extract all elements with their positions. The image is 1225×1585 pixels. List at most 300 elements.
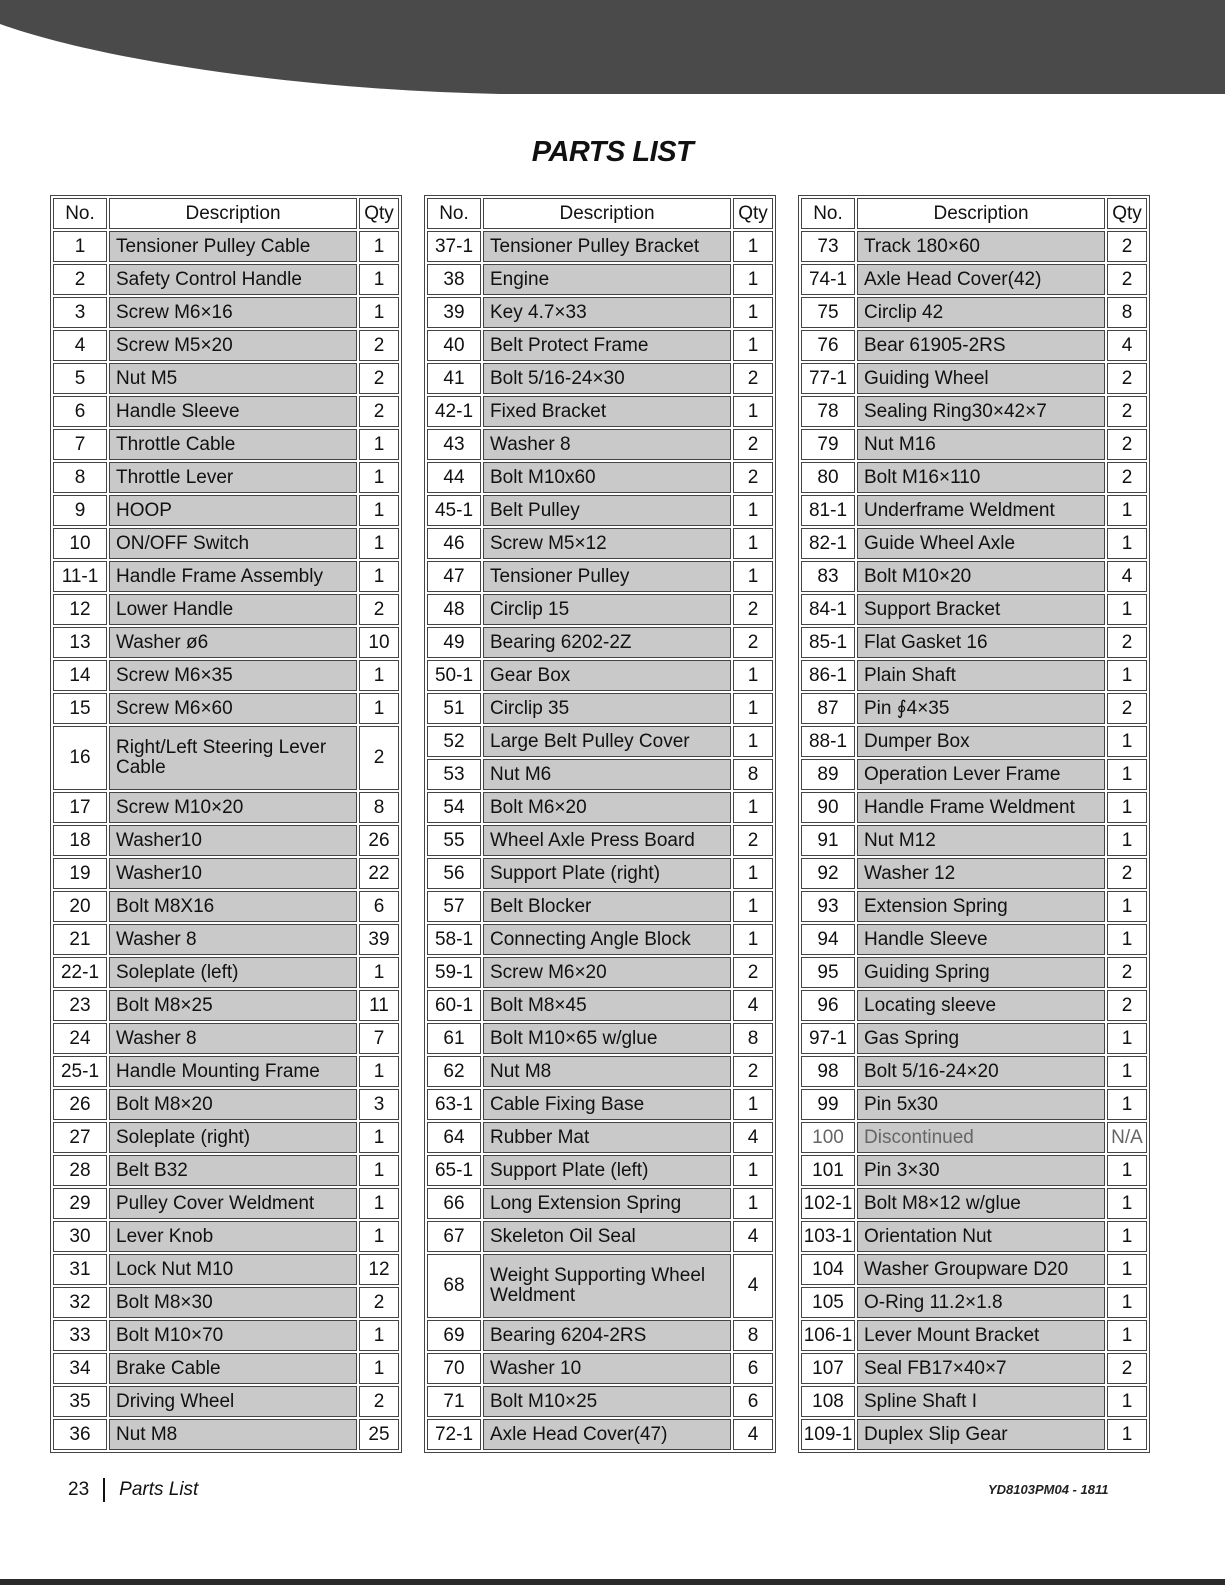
part-description: Nut M8	[109, 1419, 357, 1450]
part-qty: 2	[1107, 429, 1147, 460]
part-number: 101	[801, 1155, 855, 1186]
part-qty: 1	[1107, 1386, 1147, 1417]
part-qty: 1	[733, 561, 773, 592]
part-description: Screw M6×16	[109, 297, 357, 328]
part-number: 55	[427, 825, 481, 856]
part-number: 41	[427, 363, 481, 394]
table-row	[801, 627, 1147, 658]
table-row	[53, 1320, 399, 1351]
part-description: Belt B32	[109, 1155, 357, 1186]
part-qty: 2	[733, 429, 773, 460]
table-row	[427, 561, 773, 592]
part-description: Skeleton Oil Seal	[483, 1221, 731, 1252]
part-description: Cable Fixing Base	[483, 1089, 731, 1120]
part-description: Bolt M16×110	[857, 462, 1105, 493]
part-qty: 8	[733, 1320, 773, 1351]
header-qty: Qty	[359, 198, 399, 229]
part-qty: 4	[1107, 330, 1147, 361]
part-qty: 1	[1107, 726, 1147, 757]
part-qty: 2	[359, 726, 399, 790]
part-number: 44	[427, 462, 481, 493]
part-number: 85-1	[801, 627, 855, 658]
part-qty: 3	[359, 1089, 399, 1120]
table-row	[427, 330, 773, 361]
part-description: Tensioner Pulley Cable	[109, 231, 357, 262]
table-row	[53, 1386, 399, 1417]
part-number: 77-1	[801, 363, 855, 394]
part-number: 7	[53, 429, 107, 460]
part-description: Screw M10×20	[109, 792, 357, 823]
part-qty: 1	[359, 1320, 399, 1351]
table-row	[427, 693, 773, 724]
part-qty: 1	[733, 528, 773, 559]
part-number: 66	[427, 1188, 481, 1219]
part-number: 87	[801, 693, 855, 724]
table-row	[801, 429, 1147, 460]
table-row	[801, 297, 1147, 328]
part-description: Support Bracket	[857, 594, 1105, 625]
part-number: 86-1	[801, 660, 855, 691]
part-description: Washer10	[109, 858, 357, 889]
table-row	[801, 792, 1147, 823]
part-description: Track 180×60	[857, 231, 1105, 262]
table-row	[427, 231, 773, 262]
part-qty: 2	[1107, 627, 1147, 658]
part-number: 2	[53, 264, 107, 295]
table-row	[53, 858, 399, 889]
part-description: Safety Control Handle	[109, 264, 357, 295]
table-row	[801, 726, 1147, 757]
part-number: 74-1	[801, 264, 855, 295]
part-description: Extension Spring	[857, 891, 1105, 922]
table-row	[427, 891, 773, 922]
part-description: Discontinued	[857, 1122, 1105, 1153]
table-row	[427, 1056, 773, 1087]
table-row	[53, 1221, 399, 1252]
part-number: 30	[53, 1221, 107, 1252]
part-number: 92	[801, 858, 855, 889]
part-qty: 1	[733, 1155, 773, 1186]
table-row	[53, 1056, 399, 1087]
part-qty: 8	[733, 1023, 773, 1054]
part-description: Lower Handle	[109, 594, 357, 625]
part-description: Lock Nut M10	[109, 1254, 357, 1285]
part-qty: 26	[359, 825, 399, 856]
part-number: 54	[427, 792, 481, 823]
part-description: Sealing Ring30×42×7	[857, 396, 1105, 427]
part-description: Driving Wheel	[109, 1386, 357, 1417]
table-row	[427, 462, 773, 493]
part-description: Pulley Cover Weldment	[109, 1188, 357, 1219]
table-row	[53, 594, 399, 625]
part-qty: 1	[359, 1122, 399, 1153]
part-qty: 4	[733, 1419, 773, 1450]
part-number: 73	[801, 231, 855, 262]
part-description: Handle Sleeve	[109, 396, 357, 427]
table-row	[801, 1188, 1147, 1219]
part-number: 96	[801, 990, 855, 1021]
part-qty: 2	[1107, 264, 1147, 295]
table-row	[427, 264, 773, 295]
part-description: Brake Cable	[109, 1353, 357, 1384]
page-number: 23	[68, 1479, 90, 1500]
part-qty: 6	[359, 891, 399, 922]
part-description: Bearing 6204-2RS	[483, 1320, 731, 1351]
part-number: 15	[53, 693, 107, 724]
part-description: Pin ∮4×35	[857, 693, 1105, 724]
part-number: 48	[427, 594, 481, 625]
part-qty: 1	[359, 660, 399, 691]
table-row	[53, 891, 399, 922]
table-row	[427, 1023, 773, 1054]
part-description: Washer 8	[109, 1023, 357, 1054]
part-qty: 2	[1107, 1353, 1147, 1384]
table-row	[801, 1287, 1147, 1318]
table-row	[801, 957, 1147, 988]
table-row	[53, 1254, 399, 1285]
part-description: Bolt M8×20	[109, 1089, 357, 1120]
table-row	[801, 363, 1147, 394]
part-qty: 6	[733, 1386, 773, 1417]
part-qty: 1	[1107, 594, 1147, 625]
part-number: 1	[53, 231, 107, 262]
table-row	[427, 990, 773, 1021]
part-description: Seal FB17×40×7	[857, 1353, 1105, 1384]
part-qty: 1	[359, 297, 399, 328]
part-description: Spline Shaft I	[857, 1386, 1105, 1417]
part-qty: 10	[359, 627, 399, 658]
part-qty: 2	[1107, 396, 1147, 427]
part-number: 5	[53, 363, 107, 394]
part-number: 59-1	[427, 957, 481, 988]
part-description: Circlip 15	[483, 594, 731, 625]
part-qty: 1	[733, 660, 773, 691]
parts-table-1	[50, 195, 402, 1453]
part-number: 107	[801, 1353, 855, 1384]
part-number: 89	[801, 759, 855, 790]
part-description: Washer ø6	[109, 627, 357, 658]
part-number: 11-1	[53, 561, 107, 592]
part-number: 46	[427, 528, 481, 559]
table-row	[53, 330, 399, 361]
part-qty: 12	[359, 1254, 399, 1285]
part-number: 65-1	[427, 1155, 481, 1186]
part-description: Dumper Box	[857, 726, 1105, 757]
part-description: Bolt M6×20	[483, 792, 731, 823]
part-number: 68	[427, 1254, 481, 1318]
header-description: Description	[109, 198, 357, 229]
header-description: Description	[857, 198, 1105, 229]
part-number: 76	[801, 330, 855, 361]
part-qty: 2	[733, 462, 773, 493]
part-number: 93	[801, 891, 855, 922]
header-no: No.	[427, 198, 481, 229]
part-qty: 1	[359, 693, 399, 724]
table-row	[801, 594, 1147, 625]
part-qty: 4	[733, 1122, 773, 1153]
part-qty: 1	[1107, 1188, 1147, 1219]
table-row	[801, 1320, 1147, 1351]
part-qty: 2	[733, 627, 773, 658]
part-number: 57	[427, 891, 481, 922]
part-qty: 1	[733, 297, 773, 328]
table-row	[427, 1155, 773, 1186]
part-description: Screw M6×20	[483, 957, 731, 988]
table-row	[53, 660, 399, 691]
part-description: Weight Supporting Wheel Weldment	[483, 1254, 731, 1318]
table-row	[801, 1254, 1147, 1285]
part-description: Gas Spring	[857, 1023, 1105, 1054]
part-description: Guide Wheel Axle	[857, 528, 1105, 559]
table-row	[427, 627, 773, 658]
part-qty: 1	[733, 330, 773, 361]
part-description: Bolt M8×30	[109, 1287, 357, 1318]
part-qty: 1	[1107, 924, 1147, 955]
part-description: Circlip 35	[483, 693, 731, 724]
part-description: Pin 5x30	[857, 1089, 1105, 1120]
part-number: 60-1	[427, 990, 481, 1021]
table-row	[53, 462, 399, 493]
table-row	[427, 495, 773, 526]
part-number: 43	[427, 429, 481, 460]
part-qty: 1	[733, 891, 773, 922]
part-number: 94	[801, 924, 855, 955]
table-row	[53, 924, 399, 955]
part-number: 39	[427, 297, 481, 328]
table-row	[801, 759, 1147, 790]
table-row	[801, 1386, 1147, 1417]
part-description: Bearing 6202-2Z	[483, 627, 731, 658]
part-description: Bear 61905-2RS	[857, 330, 1105, 361]
part-qty: 1	[733, 264, 773, 295]
part-description: Soleplate (left)	[109, 957, 357, 988]
part-number: 84-1	[801, 594, 855, 625]
table-row	[427, 825, 773, 856]
part-number: 53	[427, 759, 481, 790]
part-description: Guiding Spring	[857, 957, 1105, 988]
part-number: 102-1	[801, 1188, 855, 1219]
part-description: Circlip 42	[857, 297, 1105, 328]
part-qty: 1	[1107, 1221, 1147, 1252]
part-number: 23	[53, 990, 107, 1021]
part-description: Operation Lever Frame	[857, 759, 1105, 790]
part-qty: 4	[733, 1254, 773, 1318]
table-row	[801, 1419, 1147, 1450]
table-row	[801, 528, 1147, 559]
part-description: Gear Box	[483, 660, 731, 691]
part-qty: 1	[733, 792, 773, 823]
part-description: Bolt M8×12 w/glue	[857, 1188, 1105, 1219]
part-description: Flat Gasket 16	[857, 627, 1105, 658]
part-qty: 1	[733, 693, 773, 724]
table-row	[801, 330, 1147, 361]
part-description: Belt Blocker	[483, 891, 731, 922]
part-description: Washer 8	[109, 924, 357, 955]
table-row	[53, 1188, 399, 1219]
part-number: 17	[53, 792, 107, 823]
part-description: Bolt M8X16	[109, 891, 357, 922]
part-number: 79	[801, 429, 855, 460]
part-number: 109-1	[801, 1419, 855, 1450]
table-row	[801, 693, 1147, 724]
part-description: Connecting Angle Block	[483, 924, 731, 955]
part-number: 90	[801, 792, 855, 823]
table-row	[801, 396, 1147, 427]
part-description: Axle Head Cover(42)	[857, 264, 1105, 295]
part-number: 35	[53, 1386, 107, 1417]
part-description: Support Plate (left)	[483, 1155, 731, 1186]
part-number: 27	[53, 1122, 107, 1153]
part-qty: 2	[1107, 957, 1147, 988]
part-number: 91	[801, 825, 855, 856]
part-qty: N/A	[1107, 1122, 1147, 1153]
part-description: Bolt M8×45	[483, 990, 731, 1021]
part-description: Bolt M10x60	[483, 462, 731, 493]
table-row	[801, 990, 1147, 1021]
part-description: Rubber Mat	[483, 1122, 731, 1153]
part-description: Belt Pulley	[483, 495, 731, 526]
table-row	[801, 825, 1147, 856]
part-description: Lever Mount Bracket	[857, 1320, 1105, 1351]
part-description: Belt Protect Frame	[483, 330, 731, 361]
part-qty: 8	[733, 759, 773, 790]
part-qty: 1	[733, 924, 773, 955]
table-row	[427, 429, 773, 460]
part-qty: 4	[733, 1221, 773, 1252]
part-description: Soleplate (right)	[109, 1122, 357, 1153]
part-qty: 1	[1107, 1089, 1147, 1120]
part-description: HOOP	[109, 495, 357, 526]
table-row	[427, 1188, 773, 1219]
table-row	[53, 231, 399, 262]
table-row	[427, 1419, 773, 1450]
part-qty: 2	[359, 1287, 399, 1318]
part-description: Wheel Axle Press Board	[483, 825, 731, 856]
table-row	[53, 1023, 399, 1054]
part-number: 67	[427, 1221, 481, 1252]
part-number: 22-1	[53, 957, 107, 988]
part-description: Locating sleeve	[857, 990, 1105, 1021]
table-row	[53, 264, 399, 295]
part-qty: 39	[359, 924, 399, 955]
part-qty: 2	[359, 396, 399, 427]
part-qty: 1	[733, 231, 773, 262]
part-qty: 2	[733, 957, 773, 988]
part-number: 31	[53, 1254, 107, 1285]
table-row	[801, 1155, 1147, 1186]
table-row	[53, 1155, 399, 1186]
table-row	[427, 1254, 773, 1318]
bottom-rule	[0, 1579, 1225, 1585]
part-number: 37-1	[427, 231, 481, 262]
table-row	[53, 1419, 399, 1450]
part-qty: 4	[733, 990, 773, 1021]
part-qty: 2	[733, 1056, 773, 1087]
part-qty: 1	[359, 1188, 399, 1219]
part-number: 56	[427, 858, 481, 889]
part-number: 38	[427, 264, 481, 295]
part-number: 21	[53, 924, 107, 955]
part-number: 82-1	[801, 528, 855, 559]
part-qty: 2	[733, 594, 773, 625]
page-footer	[68, 1478, 198, 1502]
part-number: 25-1	[53, 1056, 107, 1087]
part-number: 4	[53, 330, 107, 361]
part-number: 20	[53, 891, 107, 922]
part-number: 83	[801, 561, 855, 592]
part-qty: 1	[733, 726, 773, 757]
table-row	[53, 1287, 399, 1318]
part-description: Long Extension Spring	[483, 1188, 731, 1219]
part-description: Throttle Lever	[109, 462, 357, 493]
table-row	[801, 858, 1147, 889]
part-number: 36	[53, 1419, 107, 1450]
table-row	[53, 429, 399, 460]
part-number: 58-1	[427, 924, 481, 955]
part-qty: 1	[359, 264, 399, 295]
table-row	[801, 462, 1147, 493]
part-description: Nut M5	[109, 363, 357, 394]
part-number: 61	[427, 1023, 481, 1054]
part-number: 51	[427, 693, 481, 724]
part-description: Right/Left Steering Lever Cable	[109, 726, 357, 790]
table-row	[53, 1122, 399, 1153]
part-qty: 8	[1107, 297, 1147, 328]
part-number: 9	[53, 495, 107, 526]
part-description: Handle Frame Assembly	[109, 561, 357, 592]
part-description: Fixed Bracket	[483, 396, 731, 427]
part-description: Washer 8	[483, 429, 731, 460]
part-number: 100	[801, 1122, 855, 1153]
part-qty: 1	[1107, 495, 1147, 526]
part-number: 69	[427, 1320, 481, 1351]
part-qty: 1	[359, 1353, 399, 1384]
part-description: Handle Sleeve	[857, 924, 1105, 955]
part-description: Handle Mounting Frame	[109, 1056, 357, 1087]
part-qty: 1	[359, 1221, 399, 1252]
part-number: 29	[53, 1188, 107, 1219]
table-row	[801, 1122, 1147, 1153]
part-number: 10	[53, 528, 107, 559]
part-qty: 1	[359, 528, 399, 559]
part-description: Screw M6×35	[109, 660, 357, 691]
part-qty: 1	[1107, 759, 1147, 790]
table-row	[53, 957, 399, 988]
page-title: PARTS LIST	[531, 136, 694, 168]
table-row	[53, 561, 399, 592]
part-description: Nut M6	[483, 759, 731, 790]
part-description: Nut M16	[857, 429, 1105, 460]
table-header-row	[53, 198, 399, 229]
table-row	[427, 528, 773, 559]
table-row	[53, 495, 399, 526]
part-number: 33	[53, 1320, 107, 1351]
table-row	[53, 693, 399, 724]
table-row	[53, 792, 399, 823]
table-row	[427, 297, 773, 328]
part-qty: 6	[733, 1353, 773, 1384]
part-description: Bolt M10×70	[109, 1320, 357, 1351]
part-qty: 2	[1107, 231, 1147, 262]
table-row	[427, 594, 773, 625]
table-header-row	[801, 198, 1147, 229]
part-qty: 1	[733, 858, 773, 889]
table-header-row	[427, 198, 773, 229]
part-description: Large Belt Pulley Cover	[483, 726, 731, 757]
table-row	[53, 363, 399, 394]
footer-divider	[103, 1478, 105, 1502]
part-qty: 1	[1107, 1287, 1147, 1318]
